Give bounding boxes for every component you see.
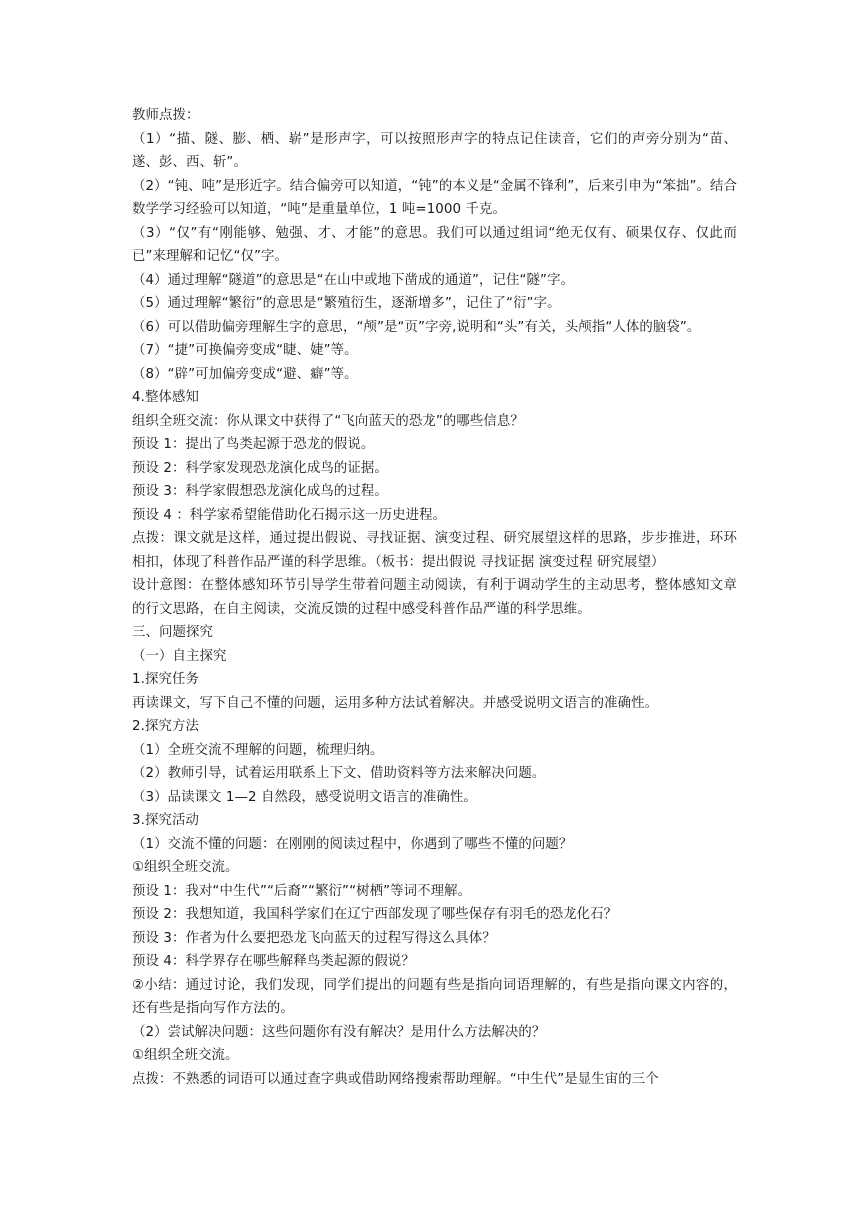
paragraph: 2.探究方法: [132, 719, 199, 734]
paragraph: 预设 4：科学界存在哪些解释鸟类起源的假说？: [132, 954, 415, 969]
paragraph: 3.探究活动: [132, 813, 199, 828]
paragraph: （7）“捷”可换偏旁变成“睫、婕”等。: [132, 343, 358, 358]
paragraph: （1）“描、隧、膨、栖、崭”是形声字，可以按照形声字的特点记住读音，它们的声旁分别为“苗、遂、彭、西、斩”。: [132, 131, 737, 170]
paragraph: 设计意图：在整体感知环节引导学生带着问题主动阅读，有利于调动学生的主动思考，整体感知文章的行文思路，在自主阅读，交流反馈的过程中感受科普作品严谨的科学思维。: [132, 578, 737, 617]
paragraph: 1.探究任务: [132, 672, 199, 687]
paragraph: 预设 1：我对“中生代”“后裔”“繁衍”“树栖”等词不理解。: [132, 883, 472, 899]
paragraph: 教师点拨：: [132, 108, 200, 123]
paragraph: 预设 3：科学家假想恐龙演化成鸟的过程。: [132, 484, 388, 499]
paragraph: 4.整体感知: [132, 390, 199, 405]
paragraph: （1）交流不懂的问题：在刚刚的阅读过程中，你遇到了哪些不懂的问题？: [132, 836, 573, 852]
paragraph: （6）可以借助偏旁理解生字的意思，“颅”是“页”字旁,说明和“头”有关，头颅指“人体的脑袋”。: [132, 319, 701, 335]
paragraph: 预设 3：作者为什么要把恐龙飞向蓝天的过程写得这么具体？: [132, 930, 496, 946]
paragraph: ①组织全班交流。: [132, 1048, 239, 1063]
paragraph: 点拨：不熟悉的词语可以通过查字典或借助网络搜索帮助理解。“中生代”是显生宙的三个: [132, 1071, 659, 1087]
paragraph: 再读课文，写下自己不懂的问题，运用多种方法试着解决。并感受说明文语言的准确性。: [132, 695, 659, 711]
paragraph: 预设 4 ：科学家希望能借助化石揭示这一历史进程。: [132, 507, 447, 523]
paragraph: （2）“钝、吨”是形近字。结合偏旁可以知道，“钝”的本义是“金属不锋利”，后来引申为“笨拙”。结合数学学习经验可以知道，“吨”是重量单位，1 吨=1000 千克。: [132, 178, 737, 217]
paragraph: （2）教师引导，试着运用联系上下文、借助资料等方法来解决问题。: [132, 766, 546, 781]
paragraph: 预设 1：提出了鸟类起源于恐龙的假说。: [132, 437, 375, 452]
paragraph: 预设 2：我想知道，我国科学家们在辽宁西部发现了哪些保存有羽毛的恐龙化石？: [132, 907, 618, 922]
paragraph: 点拨：课文就是这样，通过提出假说、寻找证据、演变过程、研究展望这样的思路，步步推进，环环相扣，体现了科普作品严谨的科学思维。（板书：提出假说 寻找证据 演变过程 研究展望）: [132, 531, 737, 570]
paragraph: （4）通过理解“隧道”的意思是“在山中或地下凿成的通道”，记住“隧”字。: [132, 272, 575, 288]
paragraph: （一）自主探究: [132, 648, 227, 664]
paragraph: ①组织全班交流。: [132, 860, 239, 875]
paragraph: 三、问题探究: [132, 625, 213, 640]
document-body: [132, 104, 737, 1091]
paragraph: ②小结：通过讨论，我们发现，同学们提出的问题有些是指向词语理解的，有些是指向课文内容的，还有些是指向写作方法的。: [132, 977, 737, 1016]
paragraph: （1）全班交流不理解的问题，梳理归纳。: [132, 742, 384, 758]
paragraph: 预设 2：科学家发现恐龙演化成鸟的证据。: [132, 460, 388, 476]
paragraph: （2）尝试解决问题：这些问题你有没有解决？是用什么方法解决的？: [132, 1024, 546, 1040]
paragraph: （8）“辟”可加偏旁变成“避、癖”等。: [132, 366, 358, 382]
paragraph: （3）“仅”有“刚能够、勉强、才、才能”的意思。我们可以通过组词“绝无仅有、硕果仅存、仅此而已”来理解和记忆“仅”字。: [132, 225, 737, 264]
paragraph: （3）品读课文 1—2 自然段，感受说明文语言的准确性。: [132, 789, 477, 805]
paragraph: 组织全班交流：你从课文中获得了“飞向蓝天的恐龙”的哪些信息？: [132, 413, 524, 429]
paragraph: （5）通过理解“繁衍”的意思是“繁殖衍生，逐渐增多”，记住了“衍”字。: [132, 296, 561, 311]
